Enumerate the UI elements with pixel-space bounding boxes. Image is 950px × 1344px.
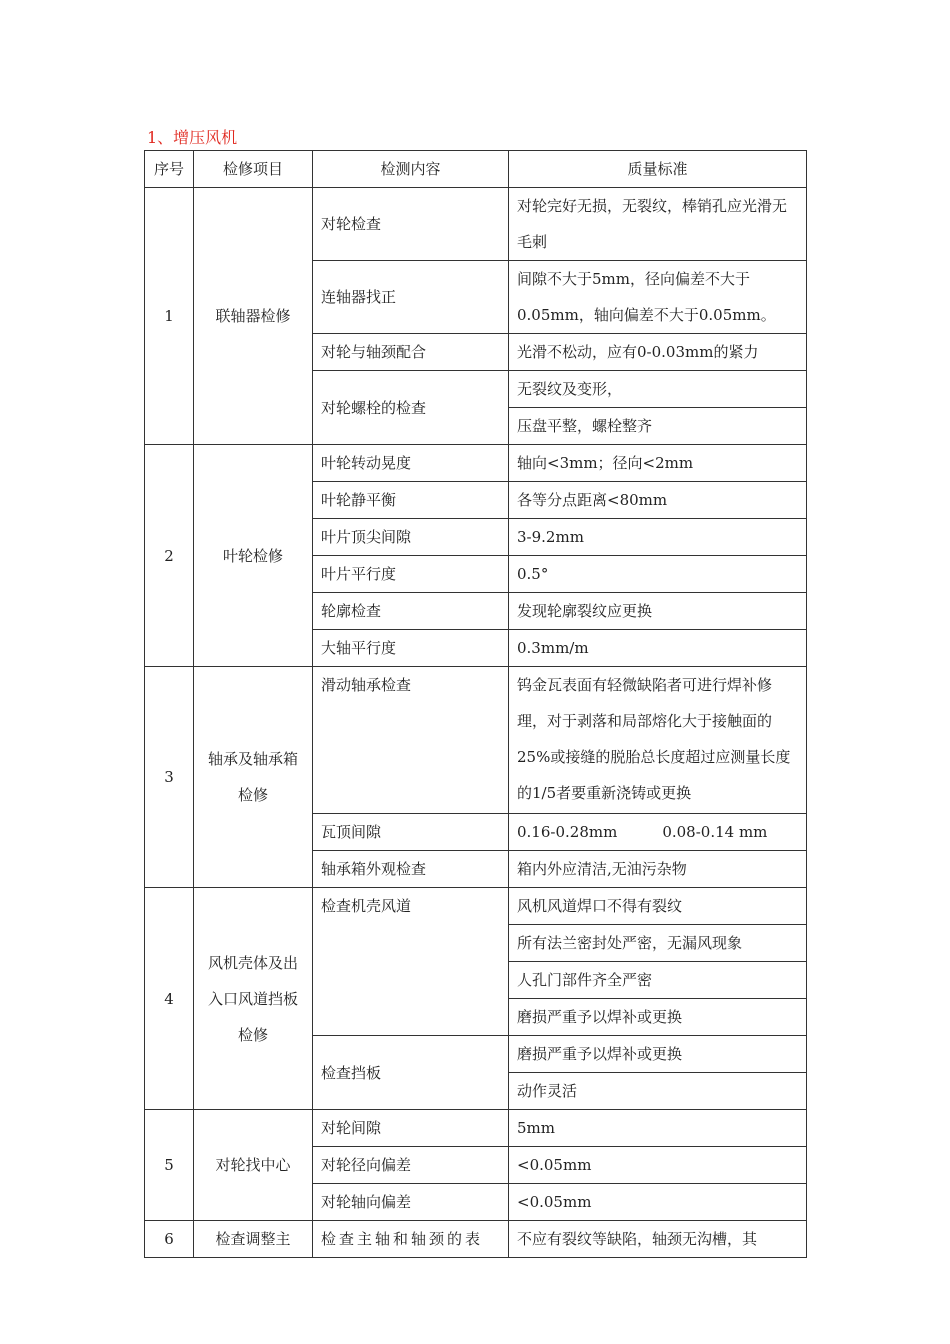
check-standard: 磨损严重予以焊补或更换: [509, 999, 807, 1036]
check-standard: 间隙不大于5mm，径向偏差不大于0.05mm，轴向偏差不大于0.05mm。: [509, 261, 807, 334]
check-standard: 3-9.2mm: [509, 519, 807, 556]
check-standard: 无裂纹及变形，: [509, 371, 807, 408]
check-content: 叶轮静平衡: [313, 482, 509, 519]
check-standard: 0.3mm/m: [509, 630, 807, 667]
check-content: 轮廓检查: [313, 593, 509, 630]
check-content: 对轮检查: [313, 188, 509, 261]
check-standard: 0.5°: [509, 556, 807, 593]
check-content: 轴承箱外观检查: [313, 851, 509, 888]
row-no: 2: [145, 445, 194, 667]
section-heading: 1、增压风机: [147, 128, 238, 147]
check-content: 检查主轴和轴颈的表: [313, 1221, 509, 1258]
check-standard: 人孔门部件齐全严密: [509, 962, 807, 999]
row-no: 3: [145, 667, 194, 888]
check-standard: <0.05mm: [509, 1147, 807, 1184]
check-content: 滑动轴承检查: [313, 667, 509, 814]
table-row: [145, 1110, 807, 1147]
row-no: 4: [145, 888, 194, 1110]
header-no: 序号: [145, 151, 194, 188]
check-content: 叶片平行度: [313, 556, 509, 593]
table-row: [145, 445, 807, 482]
check-content: 叶轮转动晃度: [313, 445, 509, 482]
check-content: 对轮径向偏差: [313, 1147, 509, 1184]
check-standard: 5mm: [509, 1110, 807, 1147]
check-content: 对轮轴向偏差: [313, 1184, 509, 1221]
check-standard: 对轮完好无损，无裂纹，棒销孔应光滑无毛刺: [509, 188, 807, 261]
table-row: [145, 667, 807, 814]
check-content: 检查挡板: [313, 1036, 509, 1110]
check-content: 连轴器找正: [313, 261, 509, 334]
check-content: 大轴平行度: [313, 630, 509, 667]
table-row: [145, 1221, 807, 1258]
table-header-row: [145, 151, 807, 188]
row-no: 1: [145, 188, 194, 445]
header-content: 检测内容: [313, 151, 509, 188]
check-standard: 压盘平整，螺栓整齐: [509, 408, 807, 445]
check-standard: <0.05mm: [509, 1184, 807, 1221]
row-no: 5: [145, 1110, 194, 1221]
check-content: 对轮与轴颈配合: [313, 334, 509, 371]
check-standard: 钨金瓦表面有轻微缺陷者可进行焊补修理，对于剥落和局部熔化大于接触面的25%或接缝的脱胎总长度超过应测量长度的1/5者要重新浇铸或更换: [509, 667, 807, 814]
inspection-table: [144, 150, 807, 1258]
check-standard: 磨损严重予以焊补或更换: [509, 1036, 807, 1073]
check-standard: 轴向<3mm；径向<2mm: [509, 445, 807, 482]
check-standard: 0.16-0.28mm 0.08-0.14 mm: [509, 814, 807, 851]
check-standard: 光滑不松动，应有0-0.03mm的紧力: [509, 334, 807, 371]
table-row: [145, 188, 807, 261]
check-content: 叶片顶尖间隙: [313, 519, 509, 556]
row-no: 6: [145, 1221, 194, 1258]
check-content: 对轮间隙: [313, 1110, 509, 1147]
row-item: 对轮找中心: [194, 1110, 313, 1221]
check-standard: 发现轮廓裂纹应更换: [509, 593, 807, 630]
check-standard: 各等分点距离<80mm: [509, 482, 807, 519]
check-standard: 不应有裂纹等缺陷，轴颈无沟槽，其: [509, 1221, 807, 1258]
header-standard: 质量标准: [509, 151, 807, 188]
header-item: 检修项目: [194, 151, 313, 188]
row-item: 叶轮检修: [194, 445, 313, 667]
check-standard: 所有法兰密封处严密，无漏风现象: [509, 925, 807, 962]
row-item: 检查调整主: [194, 1221, 313, 1258]
check-standard: 箱内外应清洁,无油污杂物: [509, 851, 807, 888]
check-standard: 风机风道焊口不得有裂纹: [509, 888, 807, 925]
check-standard: 动作灵活: [509, 1073, 807, 1110]
row-item: 风机壳体及出入口风道挡板检修: [194, 888, 313, 1110]
table-row: [145, 888, 807, 925]
row-item: 轴承及轴承箱检修: [194, 667, 313, 888]
check-content: 对轮螺栓的检查: [313, 371, 509, 445]
check-content: 检查机壳风道: [313, 888, 509, 1036]
row-item: 联轴器检修: [194, 188, 313, 445]
check-content: 瓦顶间隙: [313, 814, 509, 851]
